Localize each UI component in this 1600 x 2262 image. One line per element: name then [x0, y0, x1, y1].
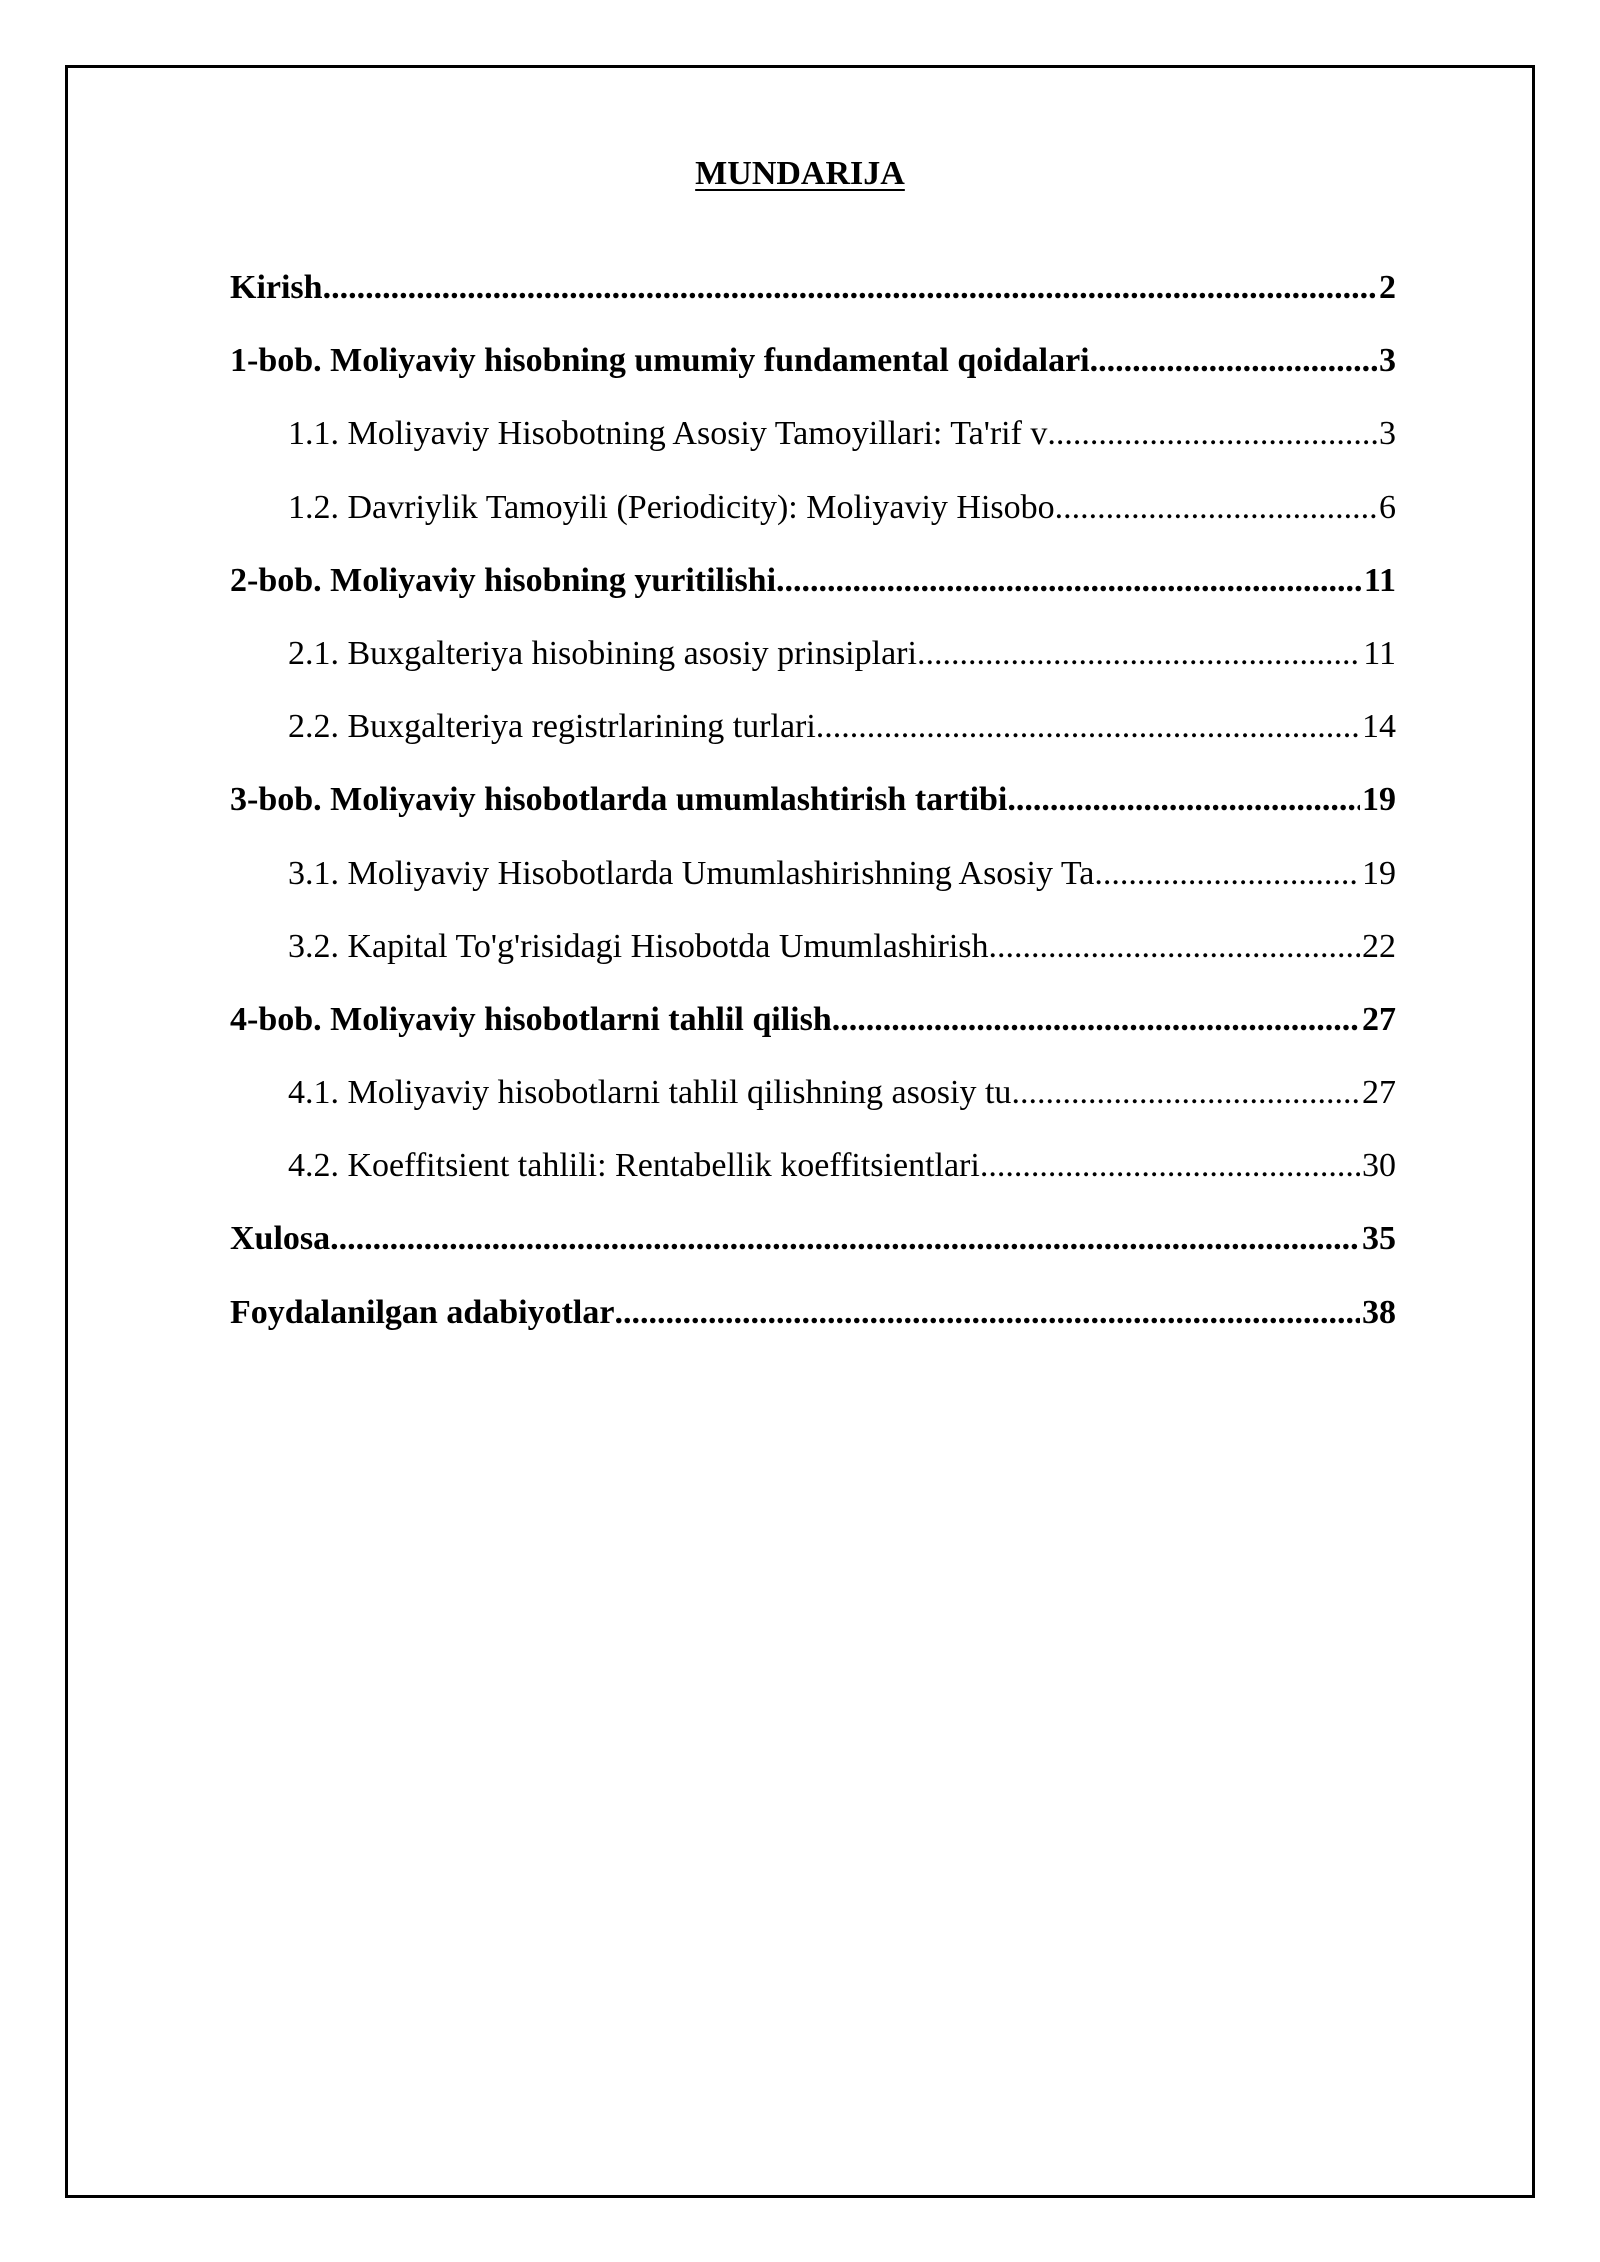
toc-entry-label: 4.2. Koeffitsient tahlili: Rentabellik koeffitsientlari: [288, 1147, 980, 1185]
toc-entry-label: Kirish: [230, 269, 323, 306]
toc-entry-page: 22: [1362, 927, 1396, 965]
toc-entry-kirish[interactable]: [230, 268, 1396, 341]
toc-entry-page: 11: [1363, 561, 1396, 599]
toc-entry-label: 2-bob. Moliyaviy hisobning yuritilishi: [230, 561, 777, 599]
toc-leader-dots: [1094, 854, 1360, 894]
toc-entry-page: 38: [1362, 1293, 1396, 1331]
toc-entry-page: 27: [1362, 1000, 1396, 1038]
page-title-text: MUNDARIJA: [695, 155, 905, 192]
table-of-contents: [230, 268, 1396, 1366]
toc-leader-dots: [1007, 780, 1360, 820]
toc-leader-dots: [323, 268, 1377, 308]
toc-entry-page: 30: [1362, 1147, 1396, 1185]
toc-leader-dots: [917, 634, 1361, 674]
toc-leader-dots: [1090, 341, 1377, 381]
toc-entry-label: 3-bob. Moliyaviy hisobotlarda umumlashtirish tartibi: [230, 781, 1008, 819]
toc-leader-dots: [1055, 488, 1377, 528]
toc-entry-label: Foydalanilgan adabiyotlar: [230, 1293, 615, 1331]
toc-entry-label: 2.2. Buxgalteriya registrlarining turlari: [288, 708, 816, 746]
toc-entry-label: 4-bob. Moliyaviy hisobotlarni tahlil qilish: [230, 1000, 832, 1038]
toc-entry-label: 1.1. Moliyaviy Hisobotning Asosiy Tamoyillari: Ta'rif v: [288, 415, 1048, 453]
toc-entry-label: 3.1. Moliyaviy Hisobotlarda Umumlashirishning Asosiy Ta: [288, 854, 1095, 892]
toc-entry-label: Xulosa: [230, 1220, 331, 1258]
toc-leader-dots: [1047, 414, 1377, 454]
toc-entry-xulosa[interactable]: [230, 1219, 1396, 1292]
toc-entry-label: 2.1. Buxgalteriya hisobining asosiy prinsiplari: [288, 634, 917, 672]
toc-entry-label: 3.2. Kapital To'g'risidagi Hisobotda Umumlashirish: [288, 927, 989, 965]
toc-leader-dots: [1011, 1073, 1360, 1113]
toc-entry-page: 19: [1362, 854, 1396, 892]
toc-leader-dots: [832, 1000, 1360, 1040]
toc-entry-page: 3: [1379, 342, 1396, 380]
toc-entry-section-4-1[interactable]: [230, 1073, 1396, 1146]
toc-leader-dots: [776, 561, 1362, 601]
toc-leader-dots: [816, 707, 1360, 747]
toc-entry-page: 35: [1362, 1220, 1396, 1258]
toc-entry-page: 19: [1362, 781, 1396, 819]
toc-entry-label: 1-bob. Moliyaviy hisobning umumiy fundamental qoidalari: [230, 342, 1090, 380]
toc-entry-chapter-1[interactable]: [230, 341, 1396, 414]
toc-entry-page: 3: [1379, 415, 1396, 453]
toc-leader-dots: [989, 927, 1360, 967]
toc-entry-label: 4.1. Moliyaviy hisobotlarni tahlil qilishning asosiy tu: [288, 1074, 1012, 1112]
toc-entry-chapter-3[interactable]: [230, 780, 1396, 853]
toc-entry-label: 1.2. Davriylik Tamoyili (Periodicity): Moliyaviy Hisobo: [288, 488, 1055, 526]
toc-leader-dots: [614, 1293, 1360, 1333]
toc-entry-section-3-1[interactable]: [230, 854, 1396, 927]
toc-leader-dots: [980, 1146, 1360, 1186]
toc-entry-page: 11: [1363, 634, 1396, 672]
toc-leader-dots: [330, 1219, 1360, 1259]
toc-entry-section-4-2[interactable]: [230, 1146, 1396, 1219]
toc-entry-page: 6: [1379, 488, 1396, 526]
toc-entry-section-1-2[interactable]: [230, 488, 1396, 561]
toc-entry-page: 27: [1362, 1074, 1396, 1112]
toc-entry-section-2-1[interactable]: [230, 634, 1396, 707]
toc-entry-page: 14: [1362, 708, 1396, 746]
toc-entry-chapter-2[interactable]: [230, 561, 1396, 634]
toc-entry-section-2-2[interactable]: [230, 707, 1396, 780]
toc-entry-chapter-4[interactable]: [230, 1000, 1396, 1073]
toc-entry-section-1-1[interactable]: [230, 414, 1396, 487]
toc-entry-page: 2: [1379, 269, 1396, 306]
toc-entry-section-3-2[interactable]: [230, 927, 1396, 1000]
page-title: [0, 154, 1600, 194]
toc-entry-adabiyotlar[interactable]: [230, 1293, 1396, 1366]
